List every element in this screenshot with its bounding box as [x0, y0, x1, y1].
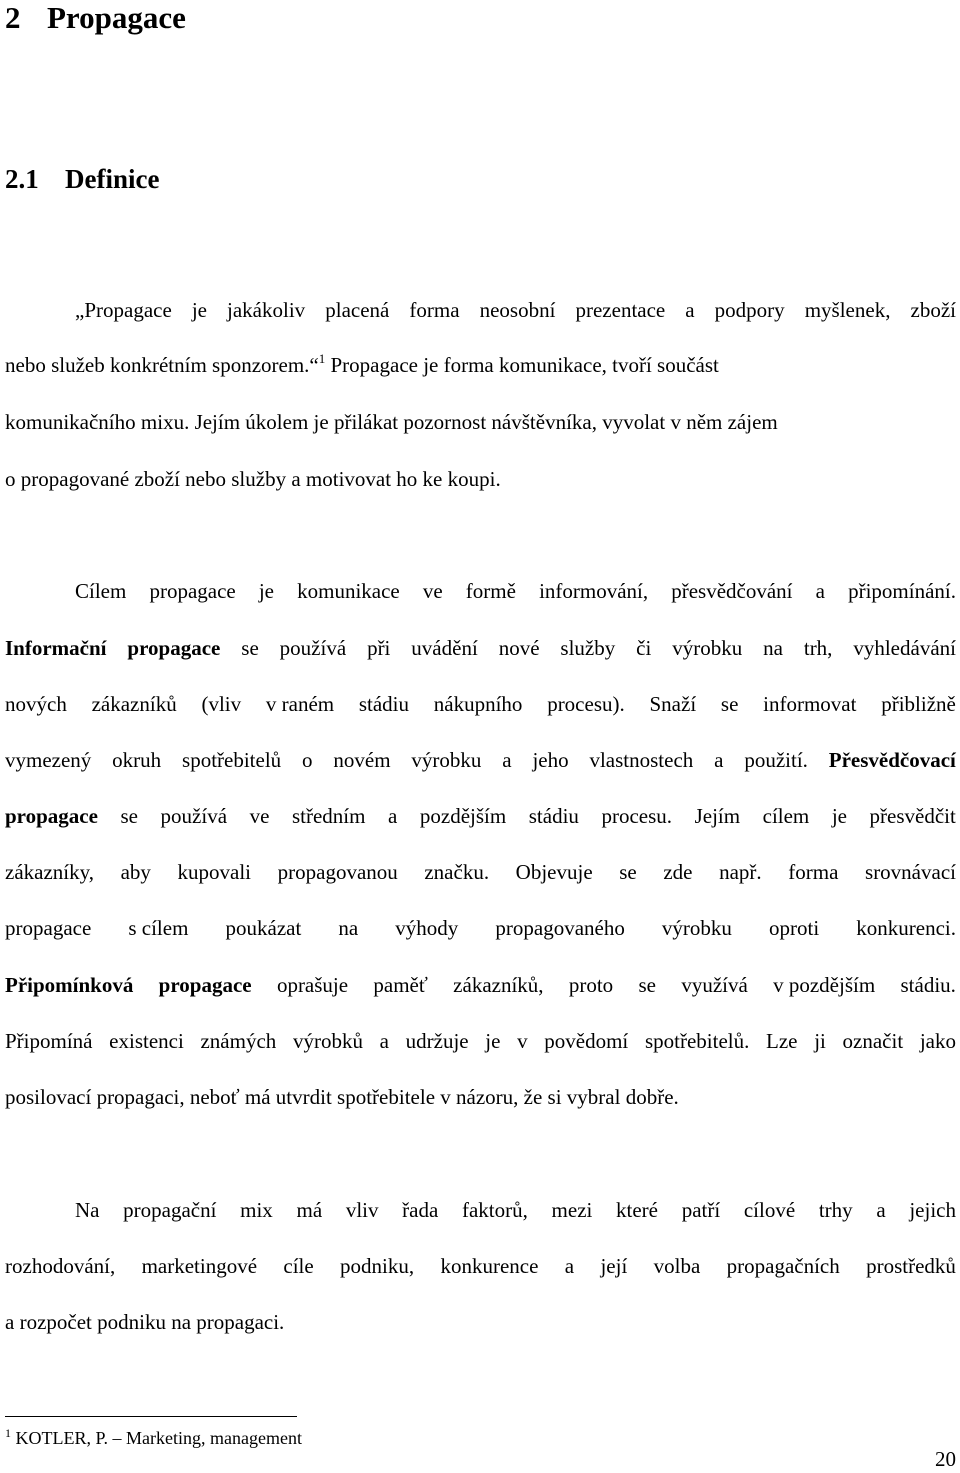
word: marketingové [141, 1254, 258, 1278]
paragraph-1-line-3 [5, 408, 956, 436]
word: známých [200, 1029, 277, 1053]
line-text: a rozpočet podniku na propagaci. [5, 1310, 285, 1334]
word: rozhodování, [5, 1254, 116, 1278]
word: zákazníků, [453, 973, 544, 997]
paragraph-1-line-2 [5, 351, 956, 379]
word: na [763, 636, 783, 660]
word: spotřebitelů. [644, 1029, 750, 1053]
word: informovat [763, 692, 857, 716]
word: procesu. [601, 804, 673, 828]
word: které [616, 1198, 659, 1222]
word: jako [919, 1029, 956, 1053]
word: konkurenci. [856, 916, 956, 940]
paragraph-2-line-1 [5, 577, 956, 605]
word: nové [498, 636, 540, 660]
word: Na [75, 1198, 100, 1222]
word: např. [719, 860, 762, 884]
line-text: posilovací propagaci, neboť má utvrdit spotřebitele v názoru, že si vybral dobře. [5, 1085, 679, 1109]
word: Cílem [75, 579, 127, 603]
word: trh, [803, 636, 833, 660]
word: se [720, 692, 739, 716]
word: faktorů, [461, 1198, 528, 1222]
word: používá [160, 804, 228, 828]
word: zákazníků [91, 692, 177, 716]
word: je [831, 804, 847, 828]
word: její [600, 1254, 628, 1278]
paragraph-3-line-3 [5, 1308, 956, 1336]
word: na [338, 916, 359, 940]
word: vliv [345, 1198, 379, 1222]
word: výrobku [411, 748, 482, 772]
word: stádiu [358, 692, 410, 716]
word: uvádění [411, 636, 478, 660]
word: jakákoliv [227, 298, 306, 322]
word: Informační [5, 636, 107, 660]
paragraph-2-line-7 [5, 914, 956, 942]
word: cílem [762, 804, 810, 828]
word: řada [402, 1198, 439, 1222]
word: komunikace [297, 579, 400, 603]
paragraph-2-line-3 [5, 690, 956, 718]
paragraph-2-line-6 [5, 858, 956, 886]
word: a [815, 579, 825, 603]
word: jejich [909, 1198, 956, 1222]
word: a [388, 804, 398, 828]
section-number: 2.1 [5, 164, 39, 194]
line-text: komunikačního mixu. Jejím úkolem je přilákat pozornost návštěvníka, vyvolat v něm zájem [5, 410, 778, 434]
word: ve [249, 804, 270, 828]
word: a [876, 1198, 886, 1222]
word: ji [814, 1029, 826, 1053]
word: se [241, 636, 259, 660]
word: je [258, 579, 274, 603]
word: nových [5, 692, 67, 716]
word: a [564, 1254, 575, 1278]
word: výrobku [661, 916, 732, 940]
word: Jejím [694, 804, 741, 828]
line-text: nebo služeb konkrétním sponzorem.“ [5, 353, 319, 377]
word: o [302, 748, 313, 772]
word: informování, [539, 579, 649, 603]
word: Snaží [649, 692, 697, 716]
word: je [191, 298, 207, 322]
word: spotřebitelů [182, 748, 282, 772]
word: srovnávací [865, 860, 956, 884]
word: nákupního [433, 692, 523, 716]
word: podpory [714, 298, 785, 322]
paragraph-2-line-2 [5, 634, 956, 662]
word: a [685, 298, 695, 322]
word: propagace [5, 804, 98, 828]
word: a [379, 1029, 389, 1053]
word: v pozdějším [773, 973, 876, 997]
word: v raném [265, 692, 335, 716]
word: prezentace [575, 298, 666, 322]
word: okruh [112, 748, 162, 772]
word: Přesvědčovací [828, 748, 956, 772]
word: forma [409, 298, 460, 322]
word: označit [842, 1029, 904, 1053]
word: Objevuje [515, 860, 593, 884]
word: cíle [283, 1254, 314, 1278]
word: Lze [766, 1029, 798, 1053]
word: paměť [373, 973, 428, 997]
word: přibližně [881, 692, 956, 716]
word: propagovaného [495, 916, 625, 940]
word: oproti [769, 916, 820, 940]
word: pozdějším [419, 804, 507, 828]
word: Připomíná [5, 1029, 93, 1053]
chapter-number: 2 [5, 0, 21, 35]
word: (vliv [201, 692, 242, 716]
line-text: o propagované zboží nebo služby a motivovat ho ke koupi. [5, 467, 501, 491]
word: oprašuje [276, 973, 349, 997]
word: propagace [127, 636, 221, 660]
word: „Propagace [75, 298, 172, 322]
word: propagovanou [277, 860, 398, 884]
word: poukázat [225, 916, 302, 940]
word: existenci [109, 1029, 184, 1053]
word: výhody [395, 916, 459, 940]
chapter-heading [5, 0, 186, 36]
word: propagačních [726, 1254, 840, 1278]
word: placená [325, 298, 390, 322]
footnote-reference: 1 [318, 351, 326, 366]
paragraph-1-line-1 [5, 296, 956, 324]
word: použití. [744, 748, 808, 772]
word: myšlenek, [804, 298, 891, 322]
word: ve [422, 579, 443, 603]
word: mezi [551, 1198, 593, 1222]
word: podniku, [340, 1254, 415, 1278]
word: připomínání. [848, 579, 956, 603]
word: propagace [5, 916, 92, 940]
paragraph-2-line-8 [5, 971, 956, 999]
word: s cílem [128, 916, 189, 940]
word: má [296, 1198, 323, 1222]
word: je [485, 1029, 501, 1053]
word: výrobků [292, 1029, 363, 1053]
footnote-separator [5, 1416, 297, 1417]
word: zboží [910, 298, 956, 322]
footnote-number: 1 [5, 1426, 11, 1440]
word: a [502, 748, 512, 772]
word: procesu). [547, 692, 625, 716]
word: v [517, 1029, 528, 1053]
word: mix [240, 1198, 273, 1222]
word: při [367, 636, 391, 660]
word: kupovali [177, 860, 252, 884]
section-heading [5, 163, 159, 195]
word: vlastnostech [589, 748, 694, 772]
paragraph-2-line-9 [5, 1027, 956, 1055]
word: jeho [532, 748, 569, 772]
word: středním [291, 804, 366, 828]
word: služby [560, 636, 616, 660]
word: se [638, 973, 656, 997]
word: zákazníky, [5, 860, 95, 884]
word: vymezený [5, 748, 92, 772]
word: Připomínková [5, 973, 134, 997]
word: využívá [681, 973, 748, 997]
word: používá [279, 636, 347, 660]
word: formě [465, 579, 516, 603]
word: cílové [743, 1198, 796, 1222]
word: propagace [149, 579, 236, 603]
word: přesvědčování [671, 579, 793, 603]
paragraph-2-line-4 [5, 746, 956, 774]
paragraph-2-line-5 [5, 802, 956, 830]
word: stádiu [528, 804, 579, 828]
word: konkurence [440, 1254, 539, 1278]
footnote [5, 1427, 302, 1449]
chapter-title: Propagace [47, 0, 186, 35]
word: přesvědčit [869, 804, 956, 828]
word: udržuje [405, 1029, 469, 1053]
word: propagace [158, 973, 252, 997]
word: výrobku [672, 636, 743, 660]
word: se [619, 860, 637, 884]
word: prostředků [866, 1254, 956, 1278]
word: neosobní [479, 298, 556, 322]
word: trhy [818, 1198, 853, 1222]
word: se [120, 804, 138, 828]
word: patří [681, 1198, 721, 1222]
paragraph-1-line-4 [5, 465, 956, 493]
word: značku. [424, 860, 490, 884]
page-number: 20 [935, 1447, 956, 1471]
word: či [636, 636, 652, 660]
paragraph-3-line-1 [5, 1196, 956, 1224]
word: novém [333, 748, 391, 772]
word: volba [653, 1254, 701, 1278]
word: zde [663, 860, 693, 884]
word: vyhledávání [853, 636, 956, 660]
section-title: Definice [65, 164, 160, 194]
line-text: Propagace je forma komunikace, tvoří součást [325, 353, 719, 377]
word: povědomí [544, 1029, 629, 1053]
paragraph-2-line-10 [5, 1083, 956, 1111]
word: stádiu. [900, 973, 956, 997]
footnote-text: KOTLER, P. – Marketing, management [15, 1428, 302, 1448]
word: forma [788, 860, 839, 884]
paragraph-3-line-2 [5, 1252, 956, 1280]
word: aby [120, 860, 151, 884]
word: proto [568, 973, 614, 997]
word: propagační [123, 1198, 217, 1222]
word: a [714, 748, 724, 772]
